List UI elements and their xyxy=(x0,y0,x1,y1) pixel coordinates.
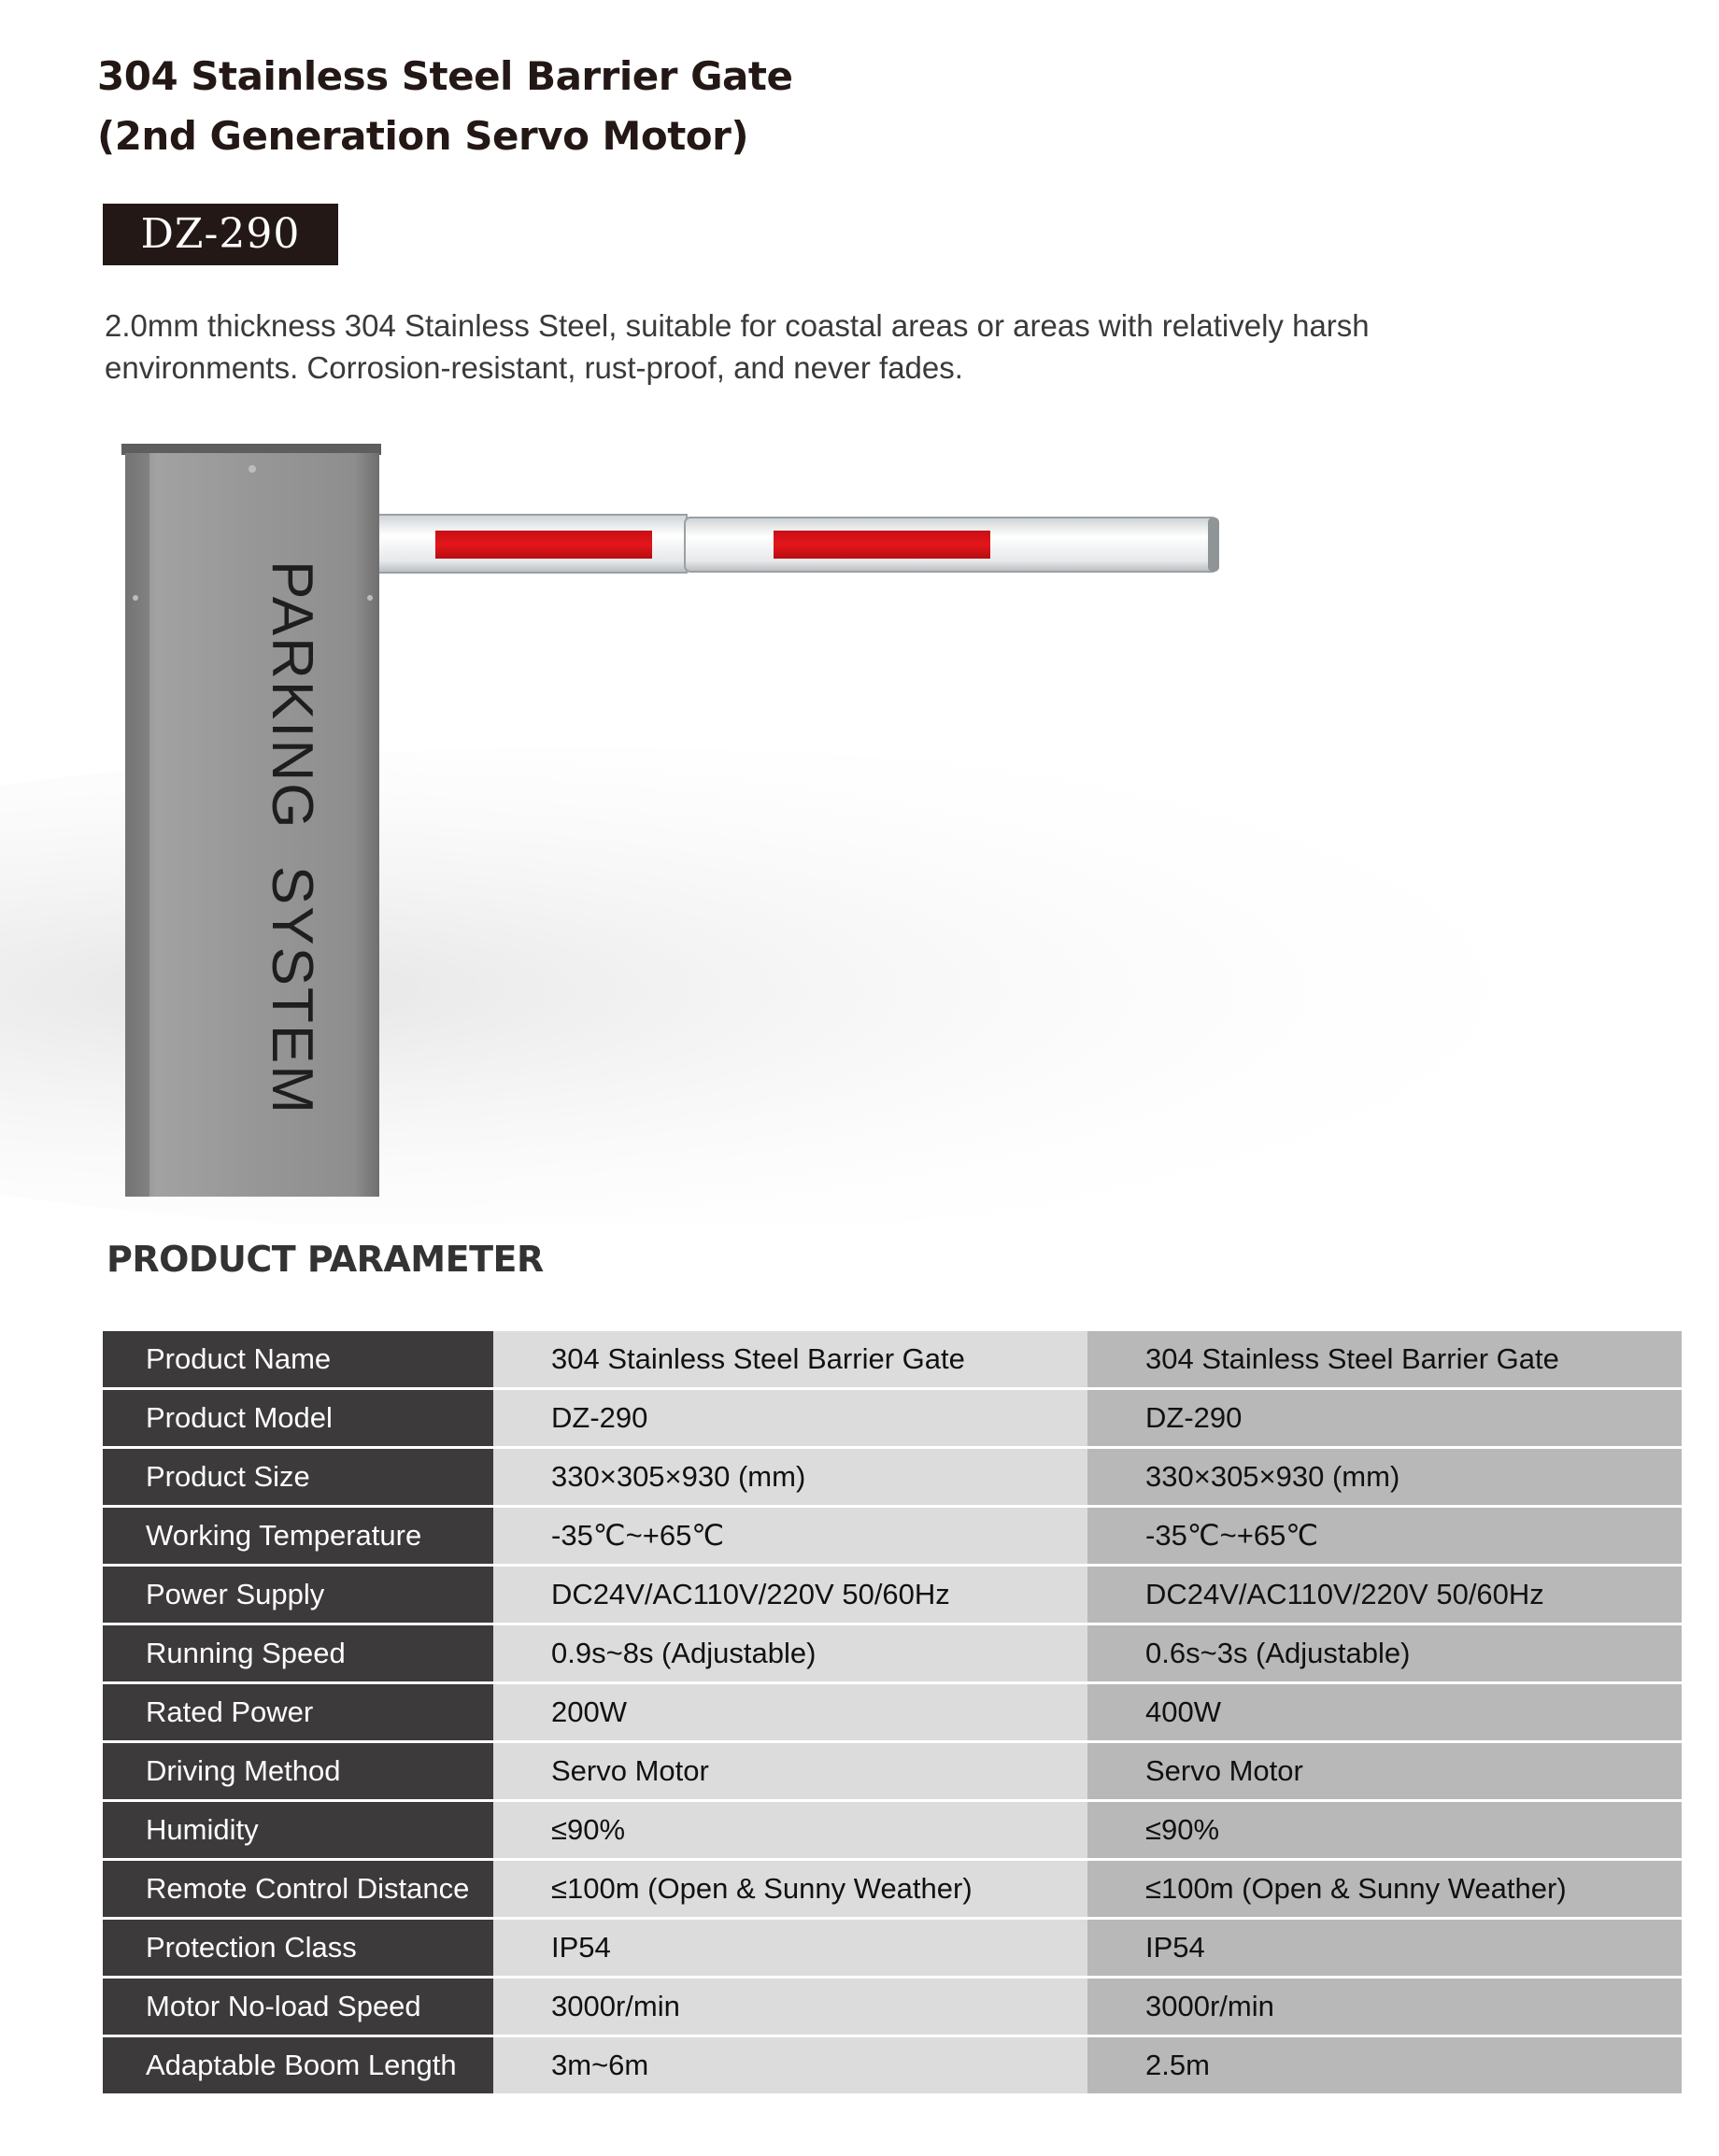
table-row xyxy=(103,1331,1682,1387)
table-row xyxy=(103,1508,1682,1564)
cabinet-body xyxy=(125,453,379,1197)
table-row xyxy=(103,1979,1682,2035)
row-label: Motor No-load Speed xyxy=(103,1979,493,2035)
product-title-line-2: (2nd Generation Servo Motor) xyxy=(97,113,749,159)
row-value-b: IP54 xyxy=(1087,1920,1682,1976)
product-title xyxy=(97,47,792,166)
table-row xyxy=(103,1625,1682,1681)
cabinet-left-edge xyxy=(125,453,149,1197)
row-value-a: 3m~6m xyxy=(493,2037,1087,2093)
cabinet-label: PARKING SYSTEM xyxy=(260,560,324,1115)
section-heading-product-parameter: PRODUCT PARAMETER xyxy=(107,1239,544,1280)
row-value-b: 304 Stainless Steel Barrier Gate xyxy=(1087,1331,1682,1387)
table-row xyxy=(103,2037,1682,2093)
row-label: Running Speed xyxy=(103,1625,493,1681)
row-value-b: DC24V/AC110V/220V 50/60Hz xyxy=(1087,1567,1682,1623)
barrier-cabinet xyxy=(121,444,381,1197)
row-label: Remote Control Distance xyxy=(103,1861,493,1917)
row-value-a: DZ-290 xyxy=(493,1390,1087,1446)
product-description: 2.0mm thickness 304 Stainless Steel, suitable for coastal areas or areas with relatively harsh environments. Corrosion-resistant, rust-proof, and never fades. xyxy=(105,308,1370,385)
row-value-b: 3000r/min xyxy=(1087,1979,1682,2035)
cabinet-screw-left xyxy=(133,595,138,601)
row-value-a: Servo Motor xyxy=(493,1743,1087,1799)
table-row xyxy=(103,1390,1682,1446)
row-label: Product Model xyxy=(103,1390,493,1446)
boom-end-cap xyxy=(1208,518,1219,572)
row-value-a: -35℃~+65℃ xyxy=(493,1508,1087,1564)
barrier-gate-illustration xyxy=(0,420,1719,1224)
row-label: Working Temperature xyxy=(103,1508,493,1564)
row-value-b: 330×305×930 (mm) xyxy=(1087,1449,1682,1505)
row-value-a: 200W xyxy=(493,1684,1087,1740)
table-row xyxy=(103,1743,1682,1799)
row-value-b: DZ-290 xyxy=(1087,1390,1682,1446)
boom-reflective-stripe-2 xyxy=(774,531,990,559)
row-value-a: IP54 xyxy=(493,1920,1087,1976)
row-value-a: 3000r/min xyxy=(493,1979,1087,2035)
row-label: Humidity xyxy=(103,1802,493,1858)
row-value-a: 0.9s~8s (Adjustable) xyxy=(493,1625,1087,1681)
barrier-boom xyxy=(378,515,1219,573)
row-label: Product Size xyxy=(103,1449,493,1505)
row-label: Adaptable Boom Length xyxy=(103,2037,493,2093)
cabinet-screw-top xyxy=(249,465,256,473)
row-value-a: ≤90% xyxy=(493,1802,1087,1858)
row-value-a: 304 Stainless Steel Barrier Gate xyxy=(493,1331,1087,1387)
row-value-b: 400W xyxy=(1087,1684,1682,1740)
product-title-line-1: 304 Stainless Steel Barrier Gate xyxy=(97,53,793,99)
row-value-a: 330×305×930 (mm) xyxy=(493,1449,1087,1505)
table-row xyxy=(103,1802,1682,1858)
table-row xyxy=(103,1861,1682,1917)
row-label: Power Supply xyxy=(103,1567,493,1623)
parameter-table xyxy=(103,1328,1682,2096)
row-value-b: ≤100m (Open & Sunny Weather) xyxy=(1087,1861,1682,1917)
table-row xyxy=(103,1567,1682,1623)
cabinet-screw-right xyxy=(367,595,373,601)
row-value-b: 0.6s~3s (Adjustable) xyxy=(1087,1625,1682,1681)
row-label: Driving Method xyxy=(103,1743,493,1799)
row-label: Rated Power xyxy=(103,1684,493,1740)
model-badge: DZ-290 xyxy=(103,204,338,265)
row-value-b: 2.5m xyxy=(1087,2037,1682,2093)
table-row xyxy=(103,1920,1682,1976)
row-value-a: DC24V/AC110V/220V 50/60Hz xyxy=(493,1567,1087,1623)
table-row xyxy=(103,1684,1682,1740)
row-label: Product Name xyxy=(103,1331,493,1387)
row-value-b: Servo Motor xyxy=(1087,1743,1682,1799)
row-label: Protection Class xyxy=(103,1920,493,1976)
row-value-b: -35℃~+65℃ xyxy=(1087,1508,1682,1564)
row-value-a: ≤100m (Open & Sunny Weather) xyxy=(493,1861,1087,1917)
boom-reflective-stripe-1 xyxy=(435,531,652,559)
table-row xyxy=(103,1449,1682,1505)
row-value-b: ≤90% xyxy=(1087,1802,1682,1858)
